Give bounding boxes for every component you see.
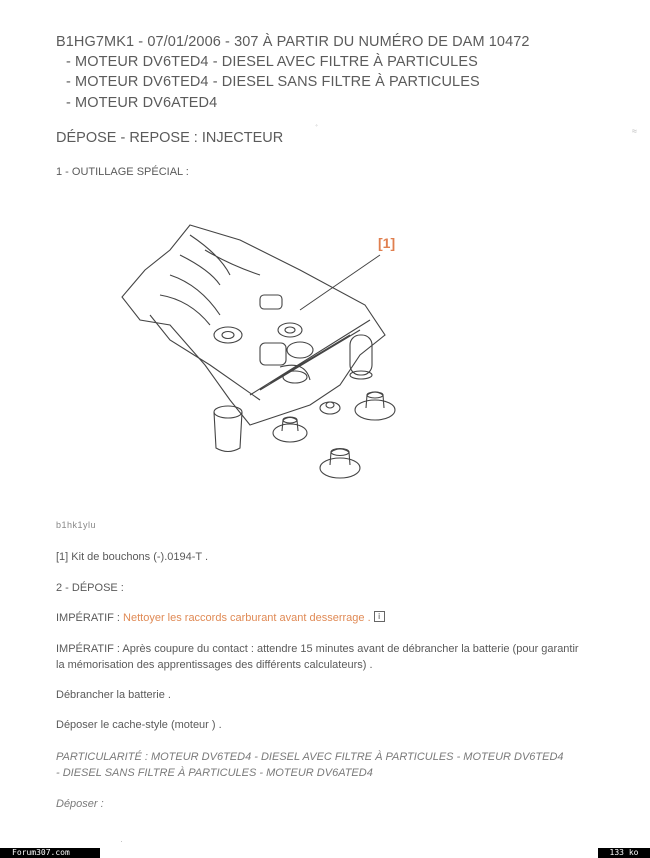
step-1-heading: 1 - OUTILLAGE SPÉCIAL : [56, 166, 189, 178]
scan-speck: · [120, 836, 123, 846]
instruction-battery: Débrancher la batterie . [56, 689, 171, 701]
particularite-note: PARTICULARITÉ : MOTEUR DV6TED4 - DIESEL AVEC FILTRE À PARTICULES - MOTEUR DV6TED4 - DIESEL SANS FILTRE À PARTICULES - MOTEUR DV6ATED4 [56, 751, 564, 779]
header-line-1: B1HG7MK1 - 07/01/2006 - 307 À PARTIR DU NUMÉRO DE DAM 10472 [56, 34, 530, 50]
plug-kit-illustration [110, 215, 410, 495]
plug-flanged-2 [355, 392, 395, 420]
deposer-heading: Déposer : [56, 798, 104, 810]
header-line-3: - MOTEUR DV6TED4 - DIESEL SANS FILTRE À PARTICULES [66, 74, 480, 90]
section-title: DÉPOSE - REPOSE : INJECTEUR [56, 130, 284, 146]
plug-small [320, 402, 340, 414]
kit-caption: [1] Kit de bouchons (-).0194-T . [56, 551, 209, 563]
imperative-1-text: Nettoyer les raccords carburant avant desserrage . [123, 612, 371, 624]
scan-speck: ﾞ [315, 124, 320, 134]
callout-label: [1] [378, 235, 396, 251]
footer-site-label: Forum307.com [0, 848, 100, 858]
imperative-2 [56, 641, 586, 673]
header-line-2: - MOTEUR DV6TED4 - DIESEL AVEC FILTRE À PARTICULES [66, 54, 478, 70]
imperative-2-prefix: IMPÉRATIF : [56, 643, 120, 655]
kit-bag-fold [150, 315, 260, 400]
plug-flanged-3 [320, 449, 360, 479]
header-line-4: - MOTEUR DV6ATED4 [66, 95, 218, 111]
imperative-1-prefix: IMPÉRATIF : [56, 612, 120, 624]
step-2-heading: 2 - DÉPOSE : [56, 582, 124, 594]
imperative-2-text: Après coupure du contact : attendre 15 minutes avant de débrancher la batterie (pour garantir la mémorisation des apprentissages des différents calculateurs) . [56, 643, 579, 671]
plug-tall-right [350, 335, 372, 379]
plug-cylinder-left [214, 406, 242, 452]
callout-leader [300, 255, 380, 310]
imperative-1 [56, 611, 385, 624]
scan-speck: ≈ [632, 126, 637, 136]
figure-id: b1hk1ylu [56, 520, 97, 530]
footer-size-label: 133 ko [598, 848, 650, 858]
info-icon[interactable]: i [374, 611, 385, 622]
plug-flanged-1 [273, 417, 307, 442]
instruction-cover: Déposer le cache-style (moteur ) . [56, 719, 222, 731]
